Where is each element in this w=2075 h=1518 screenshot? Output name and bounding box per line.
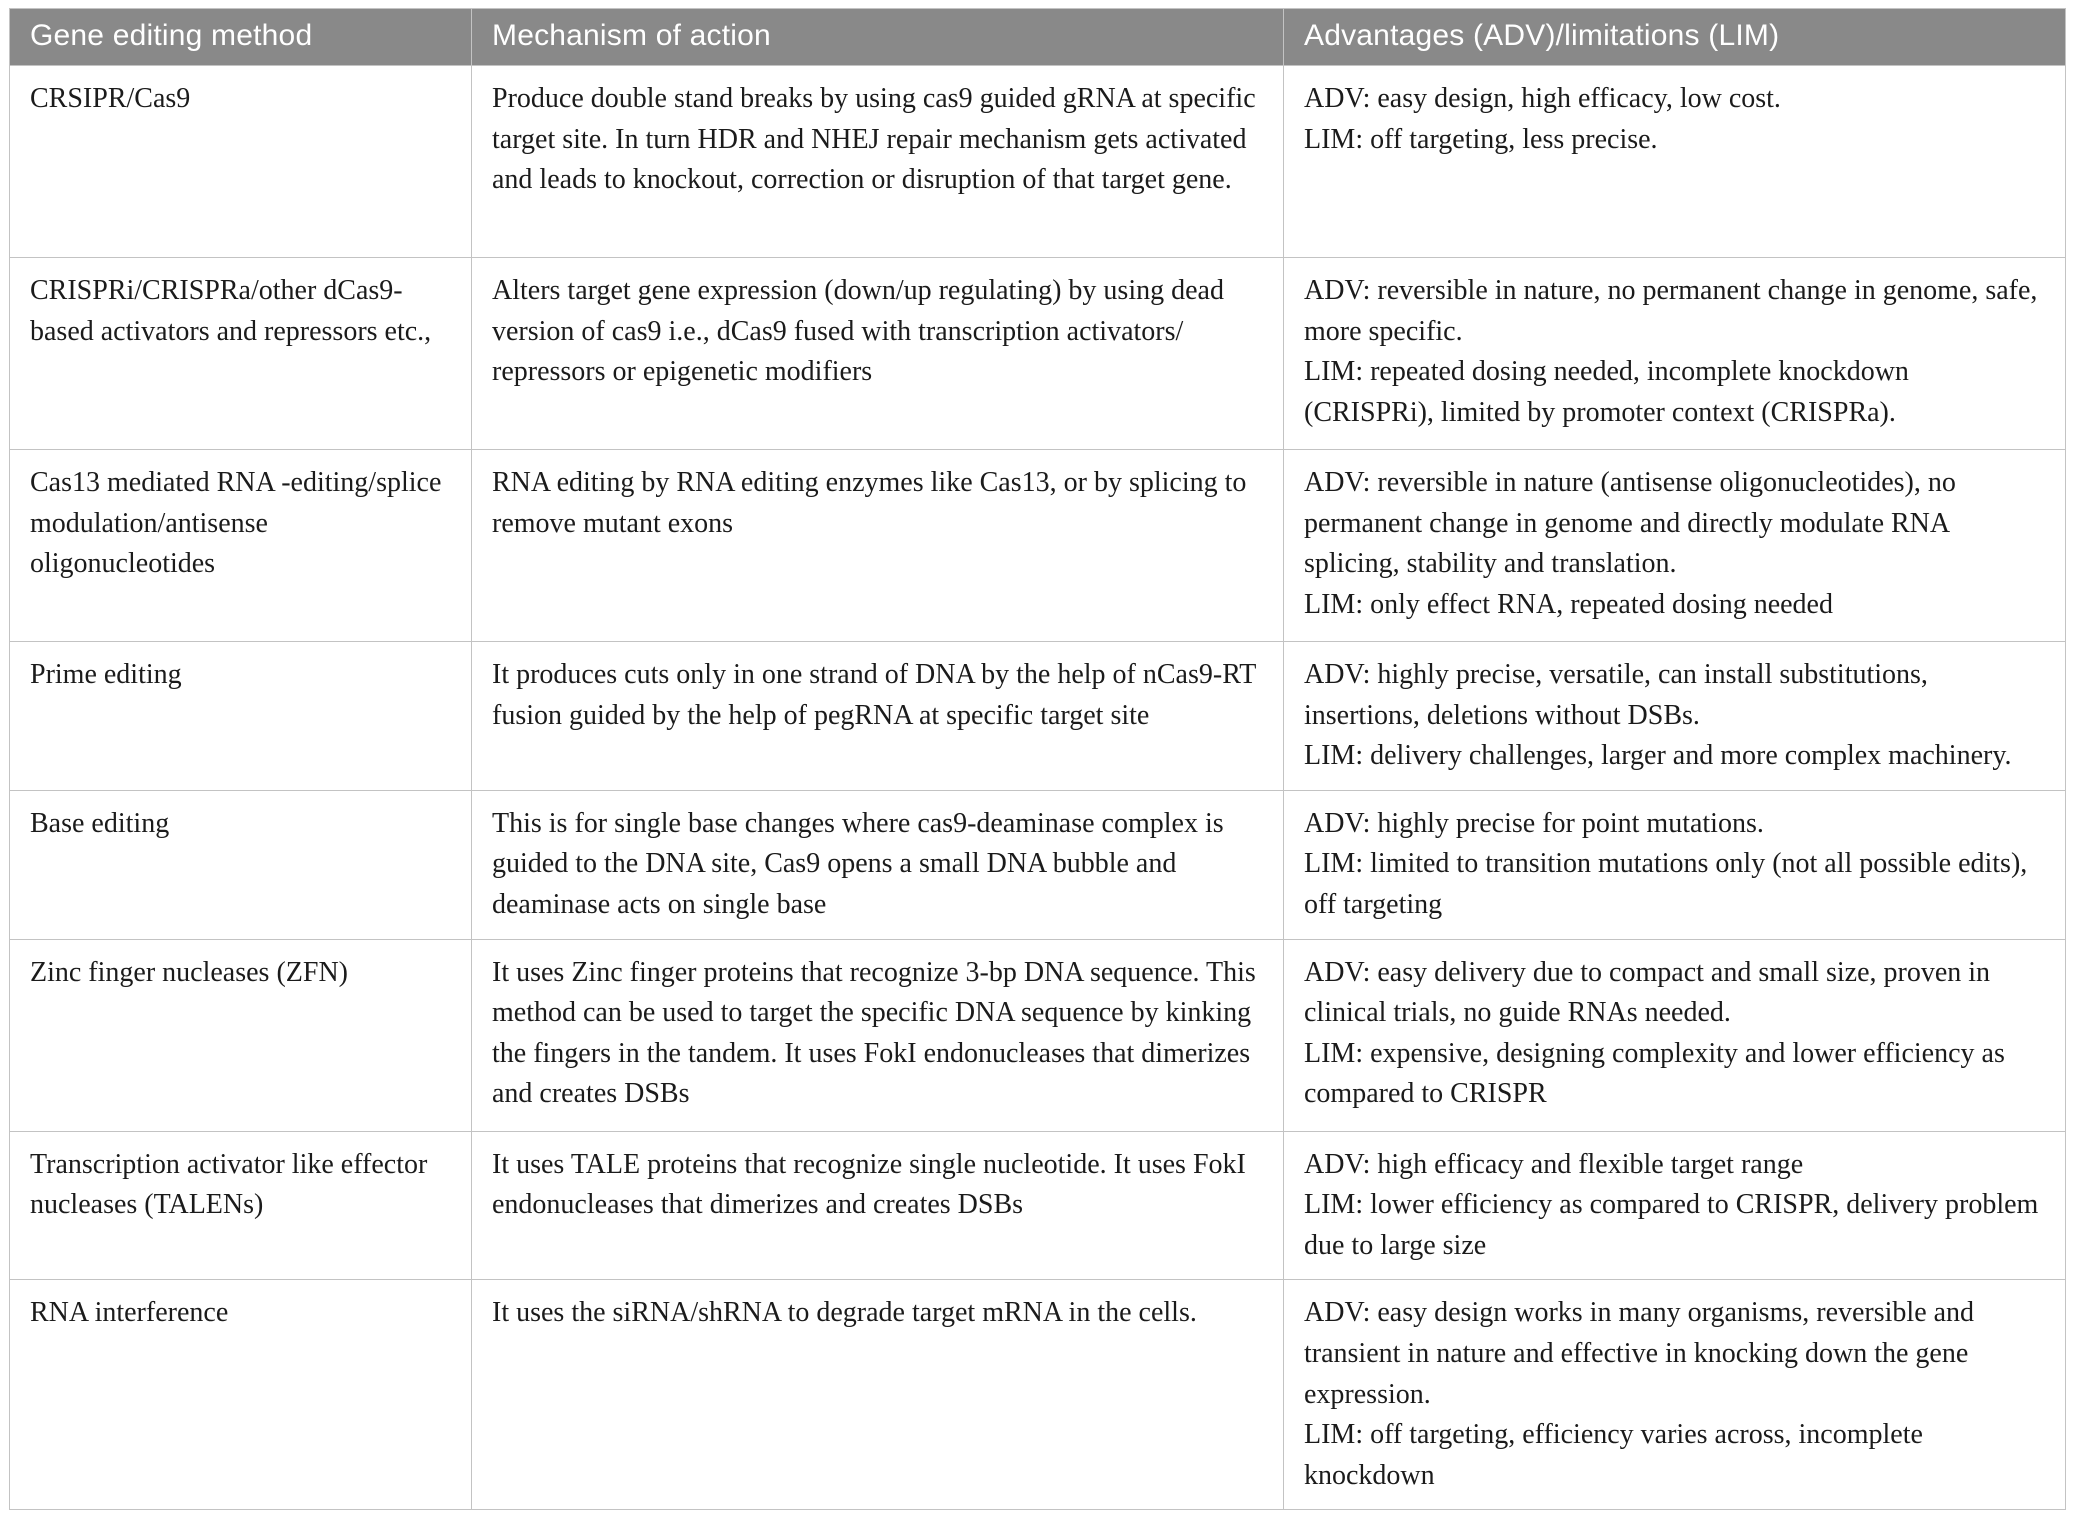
cell-adv-lim (1284, 939, 2066, 1131)
table-row (10, 66, 2066, 258)
cell-method: Transcription activator like effector nucleases (TALENs) (10, 1131, 472, 1280)
cell-mechanism: It produces cuts only in one strand of DNA by the help of nCas9-RT fusion guided by the help of pegRNA at specific target site (472, 642, 1284, 791)
table-row (10, 1280, 2066, 1510)
cell-method: Cas13 mediated RNA -editing/splice modulation/antisense oligonucleotides (10, 450, 472, 642)
adv-lim-block (1304, 953, 2043, 1115)
lim-text: LIM: off targeting, less precise. (1304, 123, 1658, 155)
adv-text: ADV: reversible in nature (antisense oligonucleotides), no permanent change in genome and directly modulate RNA splicing, stability and translation. (1304, 467, 1956, 580)
adv-lim-block (1304, 655, 2043, 777)
cell-method: CRISPRi/CRISPRa/other dCas9-based activators and repressors etc., (10, 258, 472, 450)
cell-method: Zinc finger nucleases (ZFN) (10, 939, 472, 1131)
adv-lim-block (1304, 79, 2043, 160)
cell-mechanism: Alters target gene expression (down/up regulating) by using dead version of cas9 i.e., dCas9 fused with transcription activators/ repressors or epigenetic modifiers (472, 258, 1284, 450)
cell-method: RNA interference (10, 1280, 472, 1510)
cell-adv-lim (1284, 642, 2066, 791)
cell-mechanism: It uses TALE proteins that recognize single nucleotide. It uses FokI endonucleases that dimerizes and creates DSBs (472, 1131, 1284, 1280)
adv-text: ADV: reversible in nature, no permanent change in genome, safe, more specific. (1304, 275, 2038, 347)
cell-mechanism: It uses Zinc finger proteins that recognize 3-bp DNA sequence. This method can be used to target the specific DNA sequence by kinking the fingers in the tandem. It uses FokI endonucleases that dimerizes and creates DSBs (472, 939, 1284, 1131)
lim-text: LIM: expensive, designing complexity and lower efficiency as compared to CRISPR (1304, 1037, 2005, 1110)
adv-lim-block (1304, 804, 2043, 926)
table-row (10, 790, 2066, 939)
table-row (10, 939, 2066, 1131)
adv-text: ADV: easy design works in many organisms, reversible and transient in nature and effective in knocking down the gene expression. (1304, 1297, 1975, 1410)
lim-text: LIM: repeated dosing needed, incomplete knockdown (CRISPRi), limited by promoter context (CRISPRa). (1304, 356, 1909, 428)
cell-mechanism: This is for single base changes where cas9-deaminase complex is guided to the DNA site, Cas9 opens a small DNA bubble and deaminase acts on single base (472, 790, 1284, 939)
header-cell-adv-lim: Advantages (ADV)/limitations (LIM) (1284, 9, 2066, 66)
table-row (10, 1131, 2066, 1280)
adv-text: ADV: easy delivery due to compact and small size, proven in clinical trials, no guide RNAs needed. (1304, 956, 1991, 1029)
header-cell-mechanism: Mechanism of action (472, 9, 1284, 66)
table-row (10, 450, 2066, 642)
adv-lim-block (1304, 1293, 2043, 1496)
lim-text: LIM: off targeting, efficiency varies across, incomplete knockdown (1304, 1419, 1923, 1491)
adv-lim-block (1304, 1145, 2043, 1267)
lim-text: LIM: lower efficiency as compared to CRISPR, delivery problem due to large size (1304, 1189, 2039, 1261)
cell-adv-lim (1284, 450, 2066, 642)
adv-text: ADV: high efficacy and flexible target range (1304, 1148, 1804, 1180)
adv-text: ADV: highly precise, versatile, can install substitutions, insertions, deletions without DSBs. (1304, 659, 1928, 731)
cell-adv-lim (1284, 790, 2066, 939)
cell-mechanism: Produce double stand breaks by using cas9 guided gRNA at specific target site. In turn HDR and NHEJ repair mechanism gets activated and leads to knockout, correction or disruption of that target gene. (472, 66, 1284, 258)
lim-text: LIM: only effect RNA, repeated dosing needed (1304, 588, 1833, 620)
cell-method: Base editing (10, 790, 472, 939)
header-cell-method: Gene editing method (10, 9, 472, 66)
adv-text: ADV: easy design, high efficacy, low cost. (1304, 83, 1781, 114)
cell-method: CRSIPR/Cas9 (10, 66, 472, 258)
cell-method: Prime editing (10, 642, 472, 791)
cell-mechanism: RNA editing by RNA editing enzymes like Cas13, or by splicing to remove mutant exons (472, 450, 1284, 642)
lim-text: LIM: limited to transition mutations only (not all possible edits), off targeting (1304, 848, 2028, 920)
cell-mechanism: It uses the siRNA/shRNA to degrade target mRNA in the cells. (472, 1280, 1284, 1510)
table-body (10, 66, 2066, 1510)
adv-text: ADV: highly precise for point mutations. (1304, 807, 1764, 839)
cell-adv-lim (1284, 258, 2066, 450)
cell-adv-lim (1284, 66, 2066, 258)
header-row (10, 9, 2066, 66)
table-header (10, 9, 2066, 66)
lim-text: LIM: delivery challenges, larger and more complex machinery. (1304, 740, 2012, 772)
gene-editing-table (9, 8, 2066, 1510)
cell-adv-lim (1284, 1131, 2066, 1280)
table-row (10, 642, 2066, 791)
adv-lim-block (1304, 463, 2043, 625)
cell-adv-lim (1284, 1280, 2066, 1510)
table-row (10, 258, 2066, 450)
adv-lim-block (1304, 271, 2043, 433)
